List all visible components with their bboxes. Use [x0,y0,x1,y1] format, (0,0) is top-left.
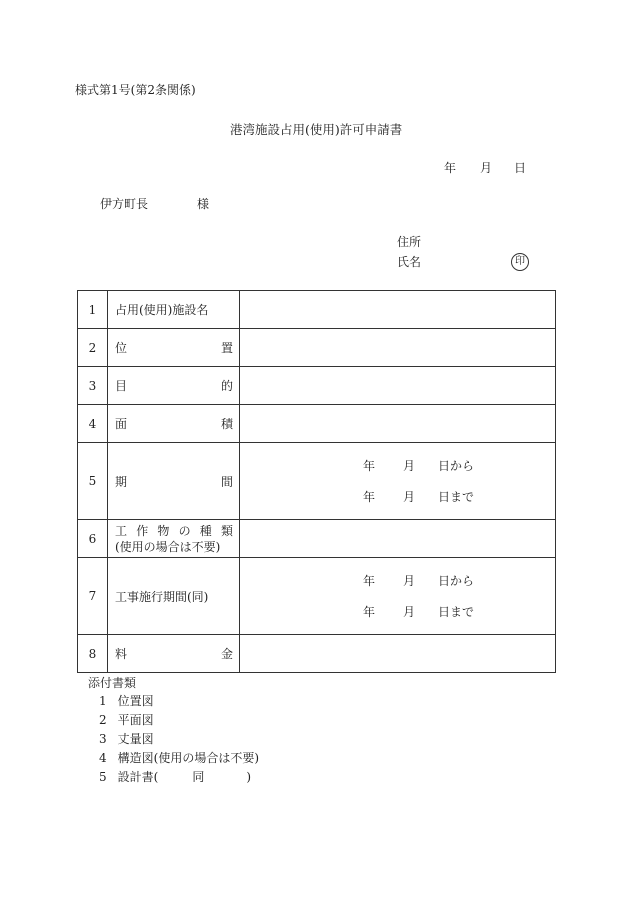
attachments-heading: 添付書類 [88,676,137,690]
applicant-address-label: 住所 [397,235,422,249]
period-day: 日まで [438,605,475,619]
row-value-cell[interactable] [240,329,556,367]
row-label [108,367,240,405]
attachment-number: 1 [99,694,107,708]
document-title: 港湾施設占用(使用)許可申請書 [230,122,403,137]
period-month: 月 [403,574,416,588]
period-month: 月 [403,490,416,504]
row-label: 占用(使用)施設名 [108,291,240,329]
attachment-number: 3 [99,732,107,746]
row-label-char: 面 [115,417,128,431]
period-start [363,573,555,588]
table-row [78,520,556,558]
row-label [108,520,240,558]
row-value-cell[interactable] [240,635,556,673]
row-label-char: の [178,523,191,538]
row-label-char: 間 [220,474,233,489]
row-number: 6 [78,520,108,558]
period-day: 日から [438,459,475,473]
table-row [78,635,556,673]
table-row [78,367,556,405]
row-value-cell[interactable] [240,367,556,405]
addressee-honorific: 様 [197,197,210,211]
attachment-text: 丈量図 [117,732,154,746]
attachment-text: 位置図 [117,694,154,708]
attachment-item [99,733,154,745]
attachment-number: 5 [99,770,107,784]
date-year-label: 年 [444,161,457,175]
period-day: 日まで [438,490,475,504]
table-row [78,329,556,367]
attachment-item [99,771,251,783]
attachment-close-paren: ) [246,770,252,784]
row-number: 2 [78,329,108,367]
row-number: 4 [78,405,108,443]
row-number: 3 [78,367,108,405]
period-year: 年 [363,605,376,619]
attachment-item [99,752,259,764]
table-row [78,405,556,443]
period-start [363,458,555,473]
period-month: 月 [403,605,416,619]
attachment-text: 構造図(使用の場合は不要) [117,751,260,765]
attachment-number: 2 [99,713,107,727]
row-label-char: 物 [157,523,170,538]
addressee: 伊方町長 [100,197,149,211]
row-value-cell[interactable] [240,520,556,558]
table-row [78,291,556,329]
period-cell[interactable] [240,443,556,520]
row-label-char: 類 [220,523,233,538]
period-end [363,489,555,504]
row-label-char: 的 [220,379,233,393]
form-number-label: 様式第1号(第2条関係) [75,83,196,97]
table-row [78,558,556,635]
row-label [108,443,240,520]
row-label-char: 目 [115,379,128,393]
row-label-char: 作 [136,523,149,538]
row-label-char: 位 [115,341,128,355]
row-label: 工事施行期間(同) [108,558,240,635]
row-label [108,405,240,443]
period-year: 年 [363,459,376,473]
attachment-same-mark: 同 [192,770,205,784]
period-year: 年 [363,490,376,504]
row-label-char: 料 [115,647,128,661]
row-label-char: 期 [115,474,128,489]
row-label [108,635,240,673]
row-label-char: 工 [115,523,128,538]
date-day-label: 日 [514,161,527,175]
attachment-number: 4 [99,751,107,765]
attachment-item [99,695,154,707]
row-label-char: 種 [199,523,212,538]
row-number: 8 [78,635,108,673]
row-number: 1 [78,291,108,329]
period-end [363,604,555,619]
row-number: 5 [78,443,108,520]
row-label-char: 積 [220,417,233,431]
row-value-cell[interactable] [240,291,556,329]
row-number: 7 [78,558,108,635]
table-row [78,443,556,520]
row-label-note: (使用の場合は不要) [115,539,221,554]
seal-mark: 印 [511,253,529,271]
row-label-char: 金 [220,647,233,661]
period-day: 日から [438,574,475,588]
period-month: 月 [403,459,416,473]
row-label-char: 置 [220,341,233,355]
row-value-cell[interactable] [240,405,556,443]
applicant-name-label: 氏名 [397,255,422,269]
date-month-label: 月 [480,161,493,175]
row-label [108,329,240,367]
application-items-table [77,290,556,673]
attachment-text: 平面図 [117,713,154,727]
attachment-item [99,714,154,726]
period-year: 年 [363,574,376,588]
period-cell[interactable] [240,558,556,635]
attachment-text: 設計書( [117,770,159,784]
